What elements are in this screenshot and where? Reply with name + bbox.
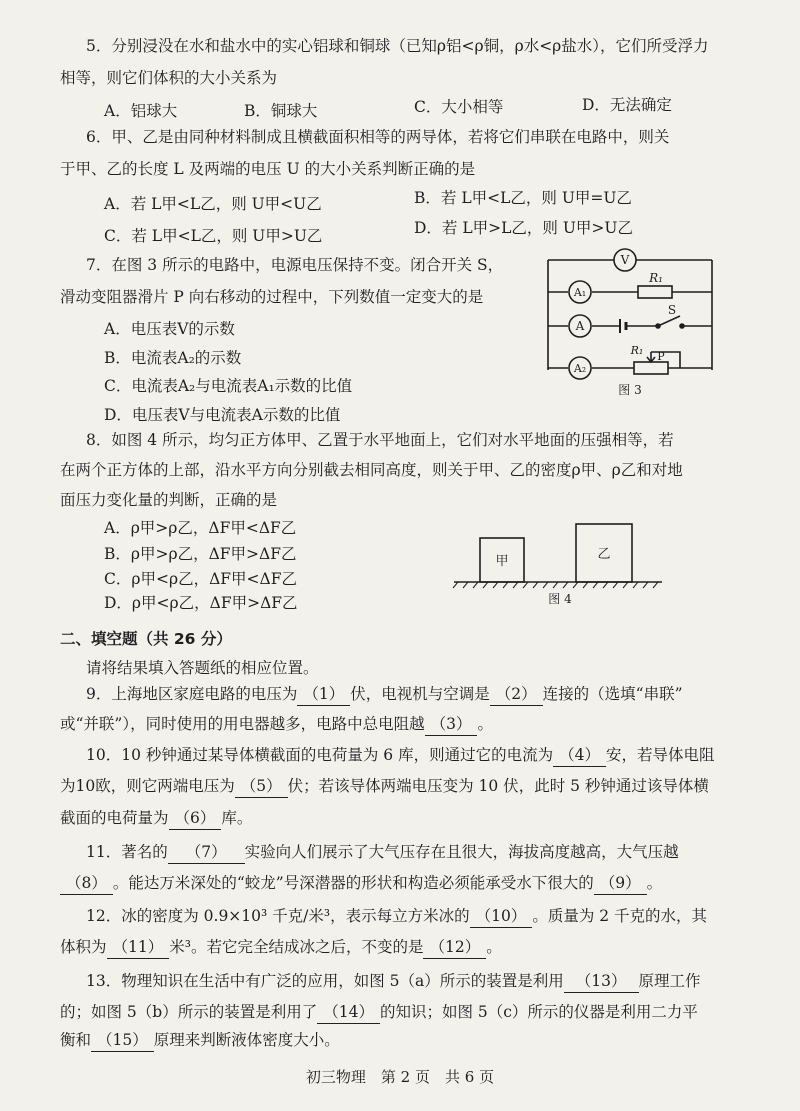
q7-stem-line1: 7．在图 3 所示的电路中，电源电压保持不变。闭合开关 S， [86, 256, 504, 274]
q12-text-3: 体积为 [60, 938, 107, 956]
q10-line3 [60, 807, 252, 830]
q12-line2 [60, 936, 502, 959]
q13-blank-14: （14） [317, 1001, 380, 1024]
q6-stem-line1: 6．甲、乙是由同种材料制成且横截面积相等的两导体，若将它们串联在电路中，则关 [86, 128, 670, 146]
figure-3-caption: 图 3 [618, 383, 642, 397]
q12-text-1: 12．冰的密度为 0.9×10³ 千克/米³，表示每立方米冰的 [86, 907, 470, 925]
q12-line1 [86, 905, 707, 928]
rheostat-r1-label: R₁ [630, 344, 644, 357]
figure-4-cubes [450, 520, 670, 610]
q11-blank-8: （8） [60, 872, 113, 895]
q9-text-3: 连接的（选填“串联” [542, 685, 683, 703]
q5-stem-line2: 相等，则它们体积的大小关系为 [60, 69, 278, 87]
q7-option-a: A．电压表V的示数 [104, 320, 235, 338]
q11-blank-9: （9） [594, 872, 647, 895]
q13-line2 [60, 1001, 698, 1024]
q11-line1 [86, 841, 679, 864]
q12-blank-12: （12） [423, 936, 486, 959]
q13-text-2: 原理工作 [638, 972, 701, 990]
cube-yi-label: 乙 [597, 547, 611, 562]
q13-text-6: 原理来判断液体密度大小。 [153, 1031, 340, 1049]
q12-blank-10: （10） [470, 905, 533, 928]
q8-option-b: B．ρ甲>ρ乙，ΔF甲>ΔF乙 [104, 545, 297, 563]
q5-option-a: A．铝球大 [104, 102, 178, 120]
section-2-note: 请将结果填入答题纸的相应位置。 [86, 659, 319, 677]
q9-text-2: 伏，电视机与空调是 [350, 685, 490, 703]
q11-text-1: 11．著名的 [86, 843, 168, 861]
q9-blank-2: （2） [490, 683, 543, 706]
q13-line1 [86, 970, 701, 993]
q5-option-c: C．大小相等 [414, 98, 504, 116]
q10-line1 [86, 744, 714, 767]
switch-s-symbol [658, 316, 680, 326]
q10-text-3: 为10欧，则它两端电压为 [60, 777, 235, 795]
q10-blank-4: （4） [553, 744, 606, 767]
q13-text-4: 的知识；如图 5（c）所示的仪器是利用二力平 [379, 1003, 698, 1021]
q8-option-a: A．ρ甲>ρ乙，ΔF甲<ΔF乙 [104, 519, 297, 537]
figure-3-circuit [540, 240, 720, 400]
q13-text-1: 13．物理知识在生活中有广泛的应用，如图 5（a）所示的装置是利用 [86, 972, 564, 990]
q11-line2 [60, 872, 662, 895]
q10-text-1: 10．10 秒钟通过某导体横截面的电荷量为 6 库，则通过它的电流为 [86, 746, 554, 764]
cube-jia-label: 甲 [495, 554, 509, 569]
q11-blank-7: （7） [168, 841, 245, 864]
q13-text-3: 的；如图 5（b）所示的装置是利用了 [60, 1003, 318, 1021]
q9-line2 [60, 713, 493, 736]
q12-text-4: 米³。若它完全结成冰之后，不变的是 [169, 938, 424, 956]
q13-blank-15: （15） [91, 1029, 154, 1052]
q10-text-4: 伏；若该导体两端电压变为 10 伏，此时 5 秒钟通过该导体横 [287, 777, 709, 795]
page-footer: 初三物理 第 2 页 共 6 页 [305, 1068, 495, 1086]
q11-text-4: 。 [646, 874, 663, 892]
q10-text-2: 安，若导体电阻 [605, 746, 715, 764]
q6-stem-line2: 于甲、乙的长度 L 及两端的电压 U 的大小关系判断正确的是 [60, 160, 476, 178]
q6-option-c: C．若 L甲<L乙，则 U甲>U乙 [104, 227, 323, 245]
q13-text-5: 衡和 [60, 1031, 92, 1049]
q10-blank-6: （6） [169, 807, 222, 830]
q9-text-5: 。 [477, 715, 493, 733]
figure-4-caption: 图 4 [548, 592, 572, 606]
q11-text-2: 实验向人们展示了大气压存在且很大，海拔高度越高，大气压越 [244, 843, 679, 861]
q5-option-b: B．铜球大 [244, 102, 318, 120]
q8-stem-line3: 面压力变化量的判断，正确的是 [60, 491, 278, 509]
q9-text-4: 或“并联”），同时使用的用电器越多，电路中总电阻越 [60, 715, 425, 733]
q9-text-1: 9．上海地区家庭电路的电压为 [86, 685, 298, 703]
q9-blank-3: （3） [425, 713, 478, 736]
q11-text-3: 。能达万米深处的“蛟龙”号深潜器的形状和构造必须能承受水下很大的 [112, 874, 594, 892]
q6-option-b: B．若 L甲<L乙，则 U甲=U乙 [414, 189, 632, 207]
q12-text-5: 。 [486, 938, 502, 956]
rheostat-symbol [634, 362, 668, 374]
q7-option-d: D．电压表V与电流表A示数的比值 [104, 406, 341, 424]
q7-option-c: C．电流表A₂与电流表A₁示数的比值 [104, 377, 353, 395]
q8-option-d: D．ρ甲<ρ乙，ΔF甲>ΔF乙 [104, 594, 298, 612]
q12-text-2: 。质量为 2 千克的水，其 [532, 907, 708, 925]
q13-line3 [60, 1029, 340, 1052]
section-2-title: 二、填空题（共 26 分） [60, 630, 232, 648]
q6-option-a: A．若 L甲<L乙，则 U甲<U乙 [104, 195, 322, 213]
ammeter-a-label: A [575, 319, 585, 333]
q6-option-d: D．若 L甲>L乙，则 U甲>U乙 [414, 219, 633, 237]
slider-p-label: P [657, 350, 665, 363]
ammeter-a2-label: A₂ [573, 362, 587, 375]
q8-stem-line1: 8．如图 4 所示，均匀正方体甲、乙置于水平地面上，它们对水平地面的压强相等，若 [86, 431, 674, 449]
q10-text-5: 截面的电荷量为 [60, 809, 169, 827]
resistor-r1-label: R₁ [649, 271, 663, 285]
q8-stem-line2: 在两个正方体的上部，沿水平方向分别截去相同高度，则关于甲、乙的密度ρ甲、ρ乙和对地 [60, 461, 683, 479]
ammeter-a1-label: A₁ [573, 286, 587, 299]
q12-blank-11: （11） [107, 936, 170, 959]
q10-blank-5: （5） [235, 775, 288, 798]
q7-stem-line2: 滑动变阻器滑片 P 向右移动的过程中，下列数值一定变大的是 [60, 288, 484, 306]
q8-option-c: C．ρ甲<ρ乙，ΔF甲<ΔF乙 [104, 570, 297, 588]
q5-stem-line1: 5．分别浸没在水和盐水中的实心铝球和铜球（已知ρ铝<ρ铜，ρ水<ρ盐水），它们所受浮力 [86, 37, 709, 55]
q10-text-6: 库。 [221, 809, 253, 827]
resistor-r1-symbol [638, 286, 672, 298]
q10-line2 [60, 775, 709, 798]
q9-line1 [86, 683, 683, 706]
switch-s-label: S [667, 303, 677, 317]
voltmeter-label: V [620, 253, 630, 267]
q9-blank-1: （1） [297, 683, 350, 706]
q13-blank-13: （13） [564, 970, 639, 993]
q7-option-b: B．电流表A₂的示数 [104, 349, 242, 367]
q5-option-d: D．无法确定 [582, 96, 672, 114]
